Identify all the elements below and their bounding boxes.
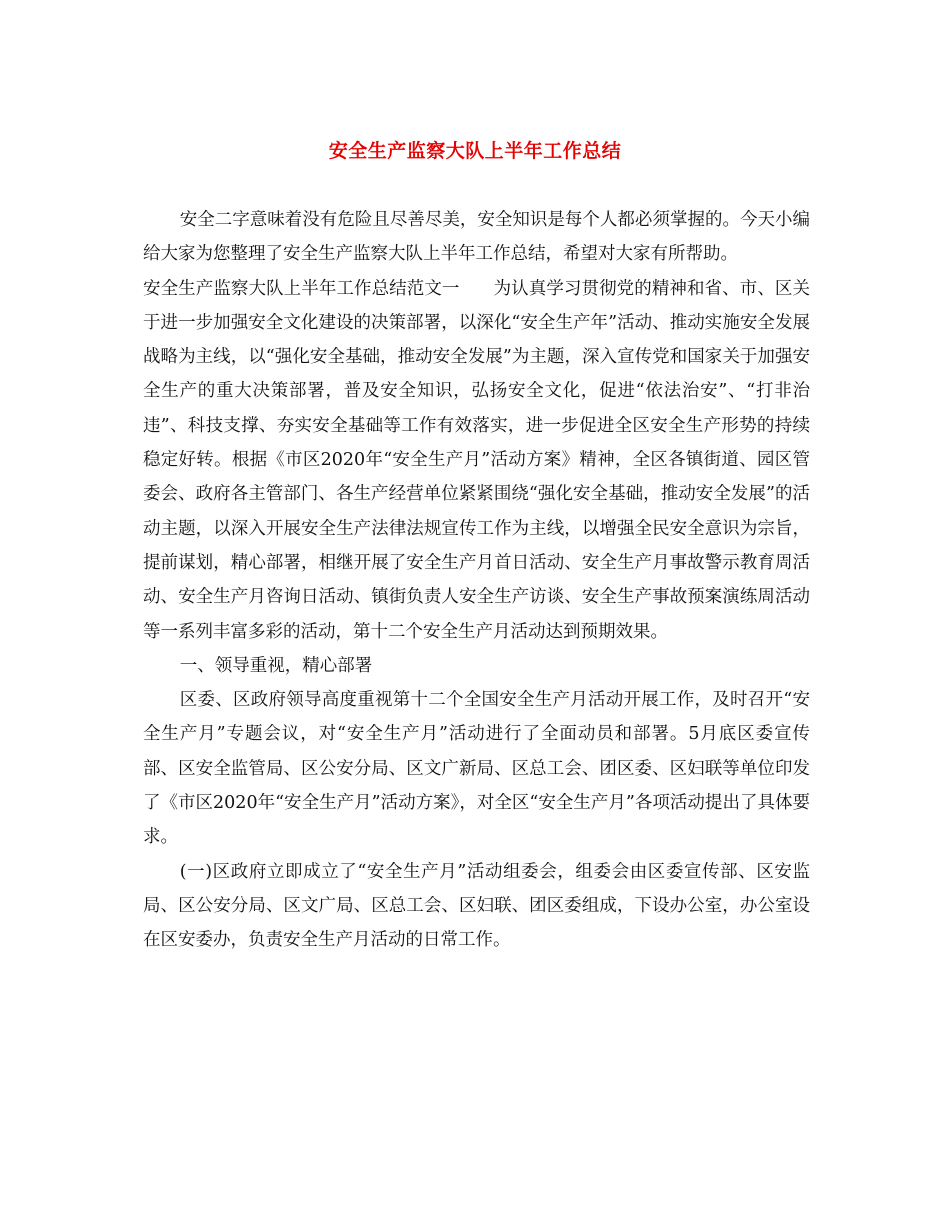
- section-paragraph: 区委、区政府领导高度重视第十二个全国安全生产月活动开展工作，及时召开“安全生产月”专题会议，对“安全生产月”活动进行了全面动员和部署。5月底区委宣传部、区安全监管局、区公安分局、区文广新局、区总工会、团区委、区妇联等单位印发了《市区2020年“安全生产月”活动方案》，对全区“安全生产月”各项活动提出了具体要求。: [143, 690, 810, 848]
- subsection-paragraph: (一)区政府立即成立了“安全生产月”活动组委会，组委会由区委宣传部、区安监局、区公安分局、区文广局、区总工会、区妇联、团区委组成，下设办公室，办公室设在区安委办，负责安全生产月活动的日常工作。: [143, 861, 810, 951]
- sample-paragraph: [143, 272, 810, 649]
- intro-paragraph: 安全二字意味着没有危险且尽善尽美，安全知识是每个人都必须掌握的。今天小编给大家为您整理了安全生产监察大队上半年工作总结，希望对大家有所帮助。: [143, 210, 810, 265]
- sample-body: 为认真学习贯彻党的精神和省、市、区关于进一步加强安全文化建设的决策部署，以深化“安全生产年”活动、推动实施安全发展战略为主线，以“强化安全基础，推动安全发展”为主题，深入宣传党和国家关于加强安全生产的重大决策部署，普及安全知识，弘扬安全文化，促进“依法治安”、“打非治违”、科技支撑、夯实安全基础等工作有效落实，进一步促进全区安全生产形势的持续稳定好转。根据《市区2020年“安全生产月”活动方案》精神，全区各镇街道、园区管委会、政府各主管部门、各生产经营单位紧紧围绕“强化安全基础，推动安全发展”的活动主题，以深入开展安全生产法律法规宣传工作为主线，以增强全民安全意识为宗旨，提前谋划，精心部署，相继开展了安全生产月首日活动、安全生产月事故警示教育周活动、安全生产月咨询日活动、镇街负责人安全生产访谈、安全生产事故预案演练周活动等一系列丰富多彩的活动，第十二个安全生产月活动达到预期效果。: [143, 278, 810, 642]
- document-body: [143, 203, 810, 958]
- document-title: 安全生产监察大队上半年工作总结: [328, 140, 622, 162]
- section-heading: 一、领导重视，精心部署: [179, 655, 373, 676]
- sample-heading: 安全生产监察大队上半年工作总结范文一: [143, 278, 460, 299]
